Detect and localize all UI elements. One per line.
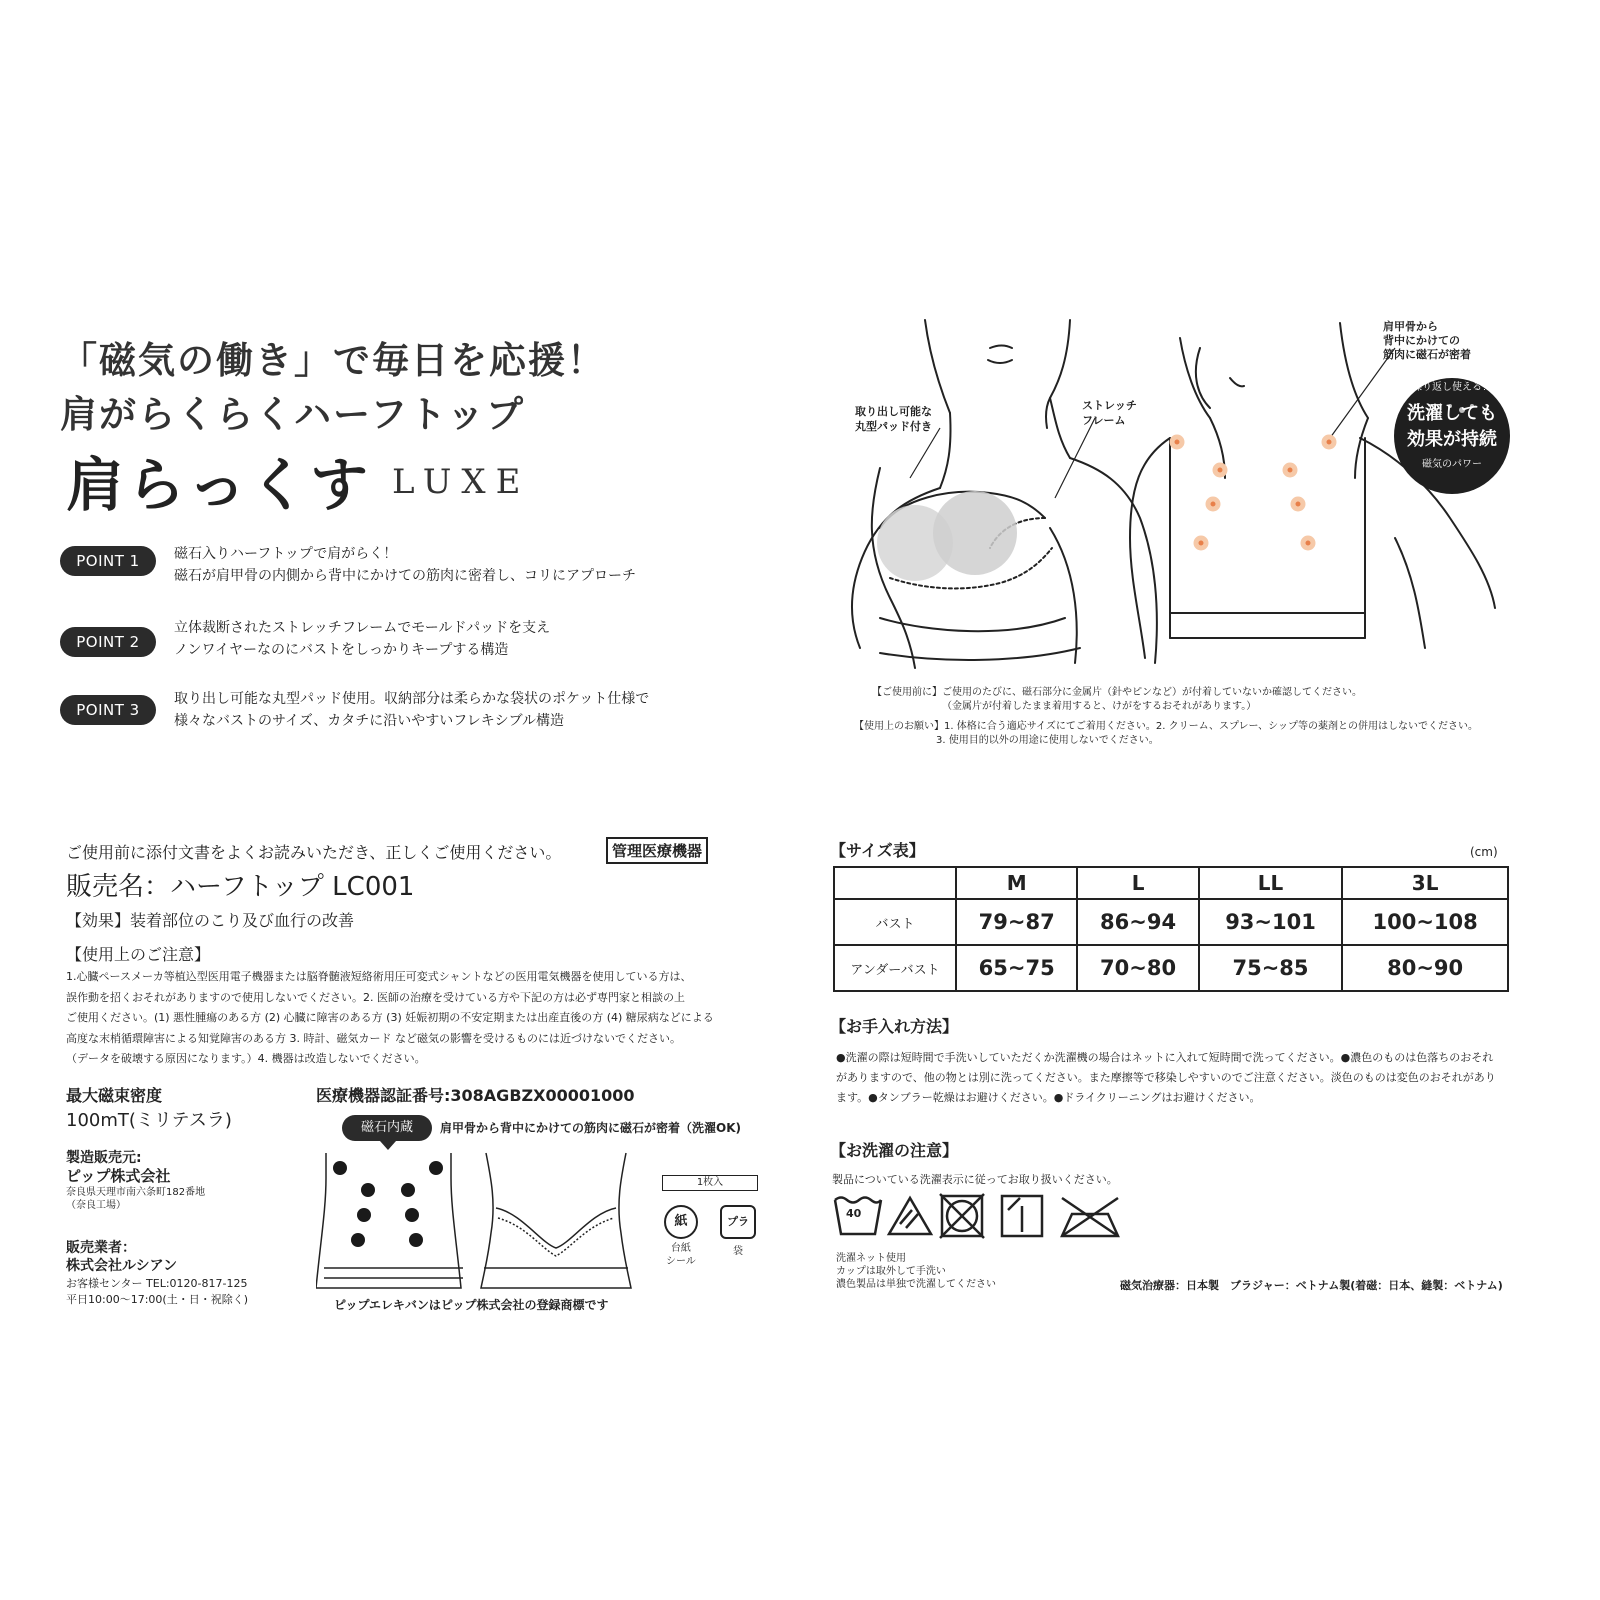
point-2-line2: ノンワイヤーなのにバストをしっかりキープする構造 bbox=[174, 642, 509, 658]
row-label: アンダーバスト bbox=[834, 945, 956, 991]
paper-recycle-label-2: シール bbox=[666, 1256, 696, 1267]
seller-title: 販売業者： bbox=[66, 1240, 136, 1256]
callout-back-line1: 肩甲骨から bbox=[1383, 320, 1438, 333]
medical-effect: 【効果】装着部位のこり及び血行の改善 bbox=[66, 911, 355, 930]
callout-back-line2: 背中にかけての bbox=[1383, 334, 1460, 347]
note-request-1: 【使用上のお願い】1. 体格に合う適応サイズにてご着用ください。2. クリーム、スプレー、シップ等の薬剤との併用はしないでください。 bbox=[854, 721, 1478, 732]
maker-title: 製造販売元: bbox=[66, 1150, 142, 1166]
wash-note: 洗濯ネット使用 bbox=[836, 1253, 906, 1264]
note-before-1: 【ご使用前に】ご使用のたびに、磁石部分に金属片（針やピンなど）が付着していないか確認してください。 bbox=[872, 687, 1362, 698]
magnet-desc: 肩甲骨から背中にかけての筋肉に磁石が密着（洗濯OK) bbox=[440, 1121, 741, 1135]
flux-title: 最大磁束密度 bbox=[66, 1086, 163, 1105]
caution-title: 【使用上のご注意】 bbox=[66, 945, 211, 964]
flux-value: 100mT(ミリテスラ) bbox=[66, 1110, 232, 1131]
product-line-drawing bbox=[316, 1148, 646, 1298]
size-table-title: 【サイズ表】 bbox=[830, 841, 925, 860]
point-2-line1: 立体裁断されたストレッチフレームでモールドパッドを支え bbox=[174, 620, 551, 636]
size-table bbox=[833, 866, 1509, 992]
maker-address-line2: （奈良工場） bbox=[66, 1200, 126, 1211]
wash-intro: 製品についている洗濯表示に従ってお取り扱いください。 bbox=[832, 1173, 1118, 1186]
badge-bottom: 磁気のパワー bbox=[1422, 459, 1482, 470]
table-cell: 75~85 bbox=[1199, 945, 1343, 991]
origin-note: 磁気治療器：日本製 ブラジャー：ベトナム製(着磁：日本、縫製：ベトナム) bbox=[1120, 1279, 1503, 1292]
maker-address-line1: 奈良県天理市南六条町182番地 bbox=[66, 1187, 206, 1198]
paper-recycle-label-1: 台紙 bbox=[670, 1243, 691, 1254]
headline-line1: 「磁気の働き」で毎日を応援！ bbox=[60, 339, 606, 382]
table-cell: 80~90 bbox=[1342, 945, 1508, 991]
caution-line: 1.心臓ペースメーカ等植込型医用電子機器または脳脊髄液短絡術用圧可変式シャントなどの医用電気機器を使用している方は、 bbox=[66, 970, 692, 983]
callout-back bbox=[1383, 320, 1471, 362]
plastic-recycle-label: 袋 bbox=[733, 1246, 743, 1257]
seller-tel: お客様センター TEL:0120-817-125 bbox=[66, 1277, 248, 1290]
table-cell: 79~87 bbox=[956, 899, 1077, 945]
callout-frame-line1: ストレッチ bbox=[1082, 399, 1137, 412]
seller-contact bbox=[66, 1276, 248, 1308]
headline-line2: 肩がらくらくハーフトップ bbox=[60, 393, 526, 436]
badge-main-1: 洗濯しても bbox=[1407, 403, 1497, 424]
cert-number: 医療機器認証番号:308AGBZX00001000 bbox=[316, 1086, 635, 1105]
point-3-line2: 様々なバストのサイズ、カタチに沿いやすいフレキシブル構造 bbox=[174, 713, 565, 729]
wash-note: カップは取外して手洗い bbox=[836, 1266, 946, 1277]
pack-count: 1枚入 bbox=[662, 1175, 758, 1191]
table-cell: 70~80 bbox=[1077, 945, 1198, 991]
size-table-header-cell: 3L bbox=[1342, 867, 1508, 899]
feature-badge bbox=[1394, 378, 1510, 470]
point-3-line1: 取り出し可能な丸型パッド使用。収納部分は柔らかな袋状のポケット仕様で bbox=[174, 691, 650, 707]
brand-sub: LUXE bbox=[392, 462, 531, 502]
wash-temp: 40 bbox=[846, 1207, 862, 1220]
caution-line: ご使用ください。(1) 悪性腫瘍のある方 (2) 心臓に障害のある方 (3) 妊娠初期の不安定期または出産直後の方 (4) 糖尿病などによる bbox=[66, 1011, 714, 1024]
usage-notes bbox=[854, 686, 1478, 748]
row-label: バスト bbox=[834, 899, 956, 945]
callout-back-line3: 筋肉に磁石が密着 bbox=[1383, 348, 1471, 361]
table-row bbox=[834, 945, 1508, 991]
size-table-header-row bbox=[834, 867, 1508, 899]
care-text bbox=[836, 1048, 1496, 1108]
table-cell: 86~94 bbox=[1077, 899, 1198, 945]
callout-frame-line2: フレーム bbox=[1082, 414, 1126, 427]
caution-line: （データを破壊する原因になります。）4. 機器は改造しないでください。 bbox=[66, 1052, 426, 1065]
table-cell: 93~101 bbox=[1199, 899, 1343, 945]
caution-line: 高度な末梢循環障害による知覚障害のある方 3. 時計、磁気カード など磁気の影響を受けるものには近づけないでください。 bbox=[66, 1031, 681, 1045]
size-table-header-cell bbox=[834, 867, 956, 899]
table-cell: 100~108 bbox=[1342, 899, 1508, 945]
callout-pad-line2: 丸型パッド付き bbox=[855, 420, 932, 433]
paper-recycle-icon: 紙 bbox=[664, 1205, 698, 1239]
care-line: ます。●タンブラー乾燥はお避けください。●ドライクリーニングはお避けください。 bbox=[836, 1091, 1261, 1104]
size-table-header-cell: L bbox=[1077, 867, 1198, 899]
maker-address bbox=[66, 1186, 205, 1212]
wash-note: 濃色製品は単独で洗濯してください bbox=[836, 1279, 996, 1290]
table-row bbox=[834, 899, 1508, 945]
wash-care-icons bbox=[832, 1192, 1122, 1242]
note-request-2: 3. 使用目的以外の用途に使用しないでください。 bbox=[936, 735, 1159, 746]
point-1-text bbox=[174, 543, 636, 587]
point-1-line1: 磁石入りハーフトップで肩がらく！ bbox=[174, 546, 398, 562]
product-illustration bbox=[840, 318, 1540, 688]
point-2-text bbox=[174, 617, 550, 661]
size-table-header-cell: LL bbox=[1199, 867, 1343, 899]
seller-hours: 平日10:00〜17:00(土・日・祝除く) bbox=[66, 1293, 248, 1306]
brand-name: 肩らっくす bbox=[66, 451, 372, 519]
caution-line: 誤作動を招くおそれがありますので使用しないでください。2. 医師の治療を受けている方や下記の方は必ず専門家と相談の上 bbox=[66, 990, 685, 1004]
seller-name: 株式会社ルシアン bbox=[66, 1258, 178, 1274]
point-3-badge: POINT 3 bbox=[60, 695, 156, 725]
medical-device-badge: 管理医療機器 bbox=[606, 837, 708, 864]
point-3-text bbox=[174, 688, 649, 732]
point-2-badge: POINT 2 bbox=[60, 627, 156, 657]
badge-main-2: 効果が持続 bbox=[1407, 429, 1497, 450]
medical-intro: ご使用前に添付文書をよくお読みいただき、正しくご使用ください。 bbox=[66, 843, 562, 862]
magnet-tag: 磁石内蔵 bbox=[342, 1115, 432, 1141]
care-title: 【お手入れ方法】 bbox=[830, 1017, 959, 1036]
maker-name: ピップ株式会社 bbox=[66, 1167, 171, 1185]
plastic-recycle-icon: プラ bbox=[720, 1205, 756, 1239]
care-line: ●洗濯の際は短時間で手洗いしていただくか洗濯機の場合はネットに入れて短時間で洗ってください。●濃色のものは色落ちのおそれ bbox=[836, 1051, 1494, 1064]
size-table-header-cell: M bbox=[956, 867, 1077, 899]
note-before-2: （金属片が付着したまま着用すると、けがをするおそれがあります。） bbox=[942, 701, 1257, 712]
callout-pad bbox=[855, 404, 932, 434]
wash-title: 【お洗濯の注意】 bbox=[830, 1141, 959, 1160]
point-1-badge: POINT 1 bbox=[60, 546, 156, 576]
trademark-note: ピップエレキバンはピップ株式会社の登録商標です bbox=[334, 1298, 609, 1312]
badge-top: 繰り返し使える！ bbox=[1412, 382, 1492, 393]
table-cell: 65~75 bbox=[956, 945, 1077, 991]
callout-frame bbox=[1082, 398, 1137, 428]
caution-text bbox=[66, 967, 714, 1070]
product-name: 販売名：ハーフトップ LC001 bbox=[66, 872, 415, 902]
paper-recycle-label bbox=[666, 1242, 696, 1268]
size-table-unit: (cm) bbox=[1470, 845, 1498, 859]
point-1-line2: 磁石が肩甲骨の内側から背中にかけての筋肉に密着し、コリにアプローチ bbox=[174, 568, 636, 584]
care-line: がありますので、他の物とは別に洗ってください。また摩擦等で移染しやすいのでご注意ください。淡色のものは変色のおそれがあり bbox=[836, 1071, 1496, 1084]
callout-pad-line1: 取り出し可能な bbox=[855, 405, 932, 418]
wash-notes bbox=[836, 1252, 996, 1291]
